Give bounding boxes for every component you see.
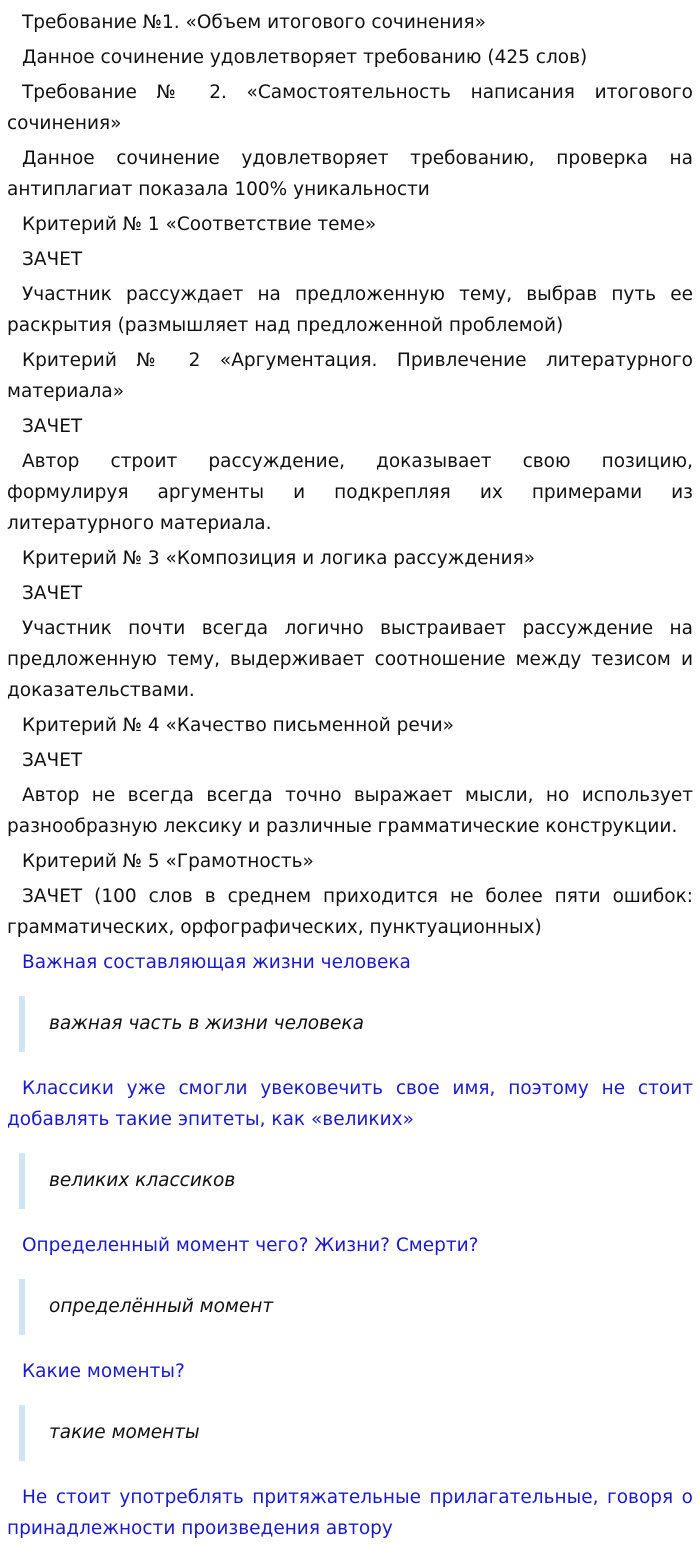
quoted-text: важная часть в жизни человека <box>49 1013 364 1034</box>
editor-comment: Классики уже смогли увековечить свое имя, поэтому не стоит добавлять такие эпитеты, как «великих» <box>7 1078 693 1130</box>
criterion-2-title: Критерий № 2 «Аргументация. Привлечение литературного материала» <box>7 350 693 402</box>
criterion-1-comment: Участник рассуждает на предложенную тему, выбрав путь ее раскрытия (размышляет над предложенной проблемой) <box>7 284 693 336</box>
editor-comment: Какие моменты? <box>22 1361 185 1382</box>
criterion-2-comment: Автор строит рассуждение, доказывает свою позицию, формулируя аргументы и подкрепляя их примерами из литературного материала. <box>7 451 693 534</box>
criterion-3-title: Критерий № 3 «Композиция и логика рассуждения» <box>22 548 536 569</box>
quoted-text: такие моменты <box>49 1422 200 1443</box>
requirement-2-title: Требование № 2. «Самостоятельность написания итогового сочинения» <box>7 82 693 134</box>
quoted-text: великих классиков <box>49 1170 236 1191</box>
quoted-fragment <box>19 1405 693 1461</box>
criterion-1-grade: ЗАЧЕТ <box>22 249 83 270</box>
quoted-text: определённый момент <box>49 1296 274 1317</box>
requirement-1-result: Данное сочинение удовлетворяет требованию (425 слов) <box>22 47 588 68</box>
criterion-3-comment: Участник почти всегда логично выстраивает рассуждение на предложенную тему, выдерживает соотношение между тезисом и доказательствами. <box>7 618 693 701</box>
requirement-1-title: Требование №1. «Объем итогового сочинения» <box>22 12 486 33</box>
editor-comment: Важная составляющая жизни человека <box>22 952 411 973</box>
quoted-fragment <box>19 1153 693 1209</box>
criterion-4-comment: Автор не всегда всегда точно выражает мысли, но использует разнообразную лексику и различные грамматические конструкции. <box>7 785 693 837</box>
editor-comment: Определенный момент чего? Жизни? Смерти? <box>22 1235 479 1256</box>
criterion-4-title: Критерий № 4 «Качество письменной речи» <box>22 715 454 736</box>
criterion-3-grade: ЗАЧЕТ <box>22 583 83 604</box>
criterion-5-grade: ЗАЧЕТ (100 слов в среднем приходится не более пяти ошибок: грамматических, орфографических, пунктуационных) <box>7 886 693 938</box>
requirement-2-result: Данное сочинение удовлетворяет требованию, проверка на антиплагиат показала 100% уникальности <box>7 148 693 200</box>
editor-comment: Не стоит употреблять притяжательные прилагательные, говоря о принадлежности произведения автору <box>7 1487 693 1539</box>
quoted-fragment <box>19 1279 693 1335</box>
quoted-fragment <box>19 996 693 1052</box>
criterion-1-title: Критерий № 1 «Соответствие теме» <box>22 214 377 235</box>
criterion-5-title: Критерий № 5 «Грамотность» <box>22 851 314 872</box>
criterion-4-grade: ЗАЧЕТ <box>22 750 83 771</box>
criterion-2-grade: ЗАЧЕТ <box>22 416 83 437</box>
